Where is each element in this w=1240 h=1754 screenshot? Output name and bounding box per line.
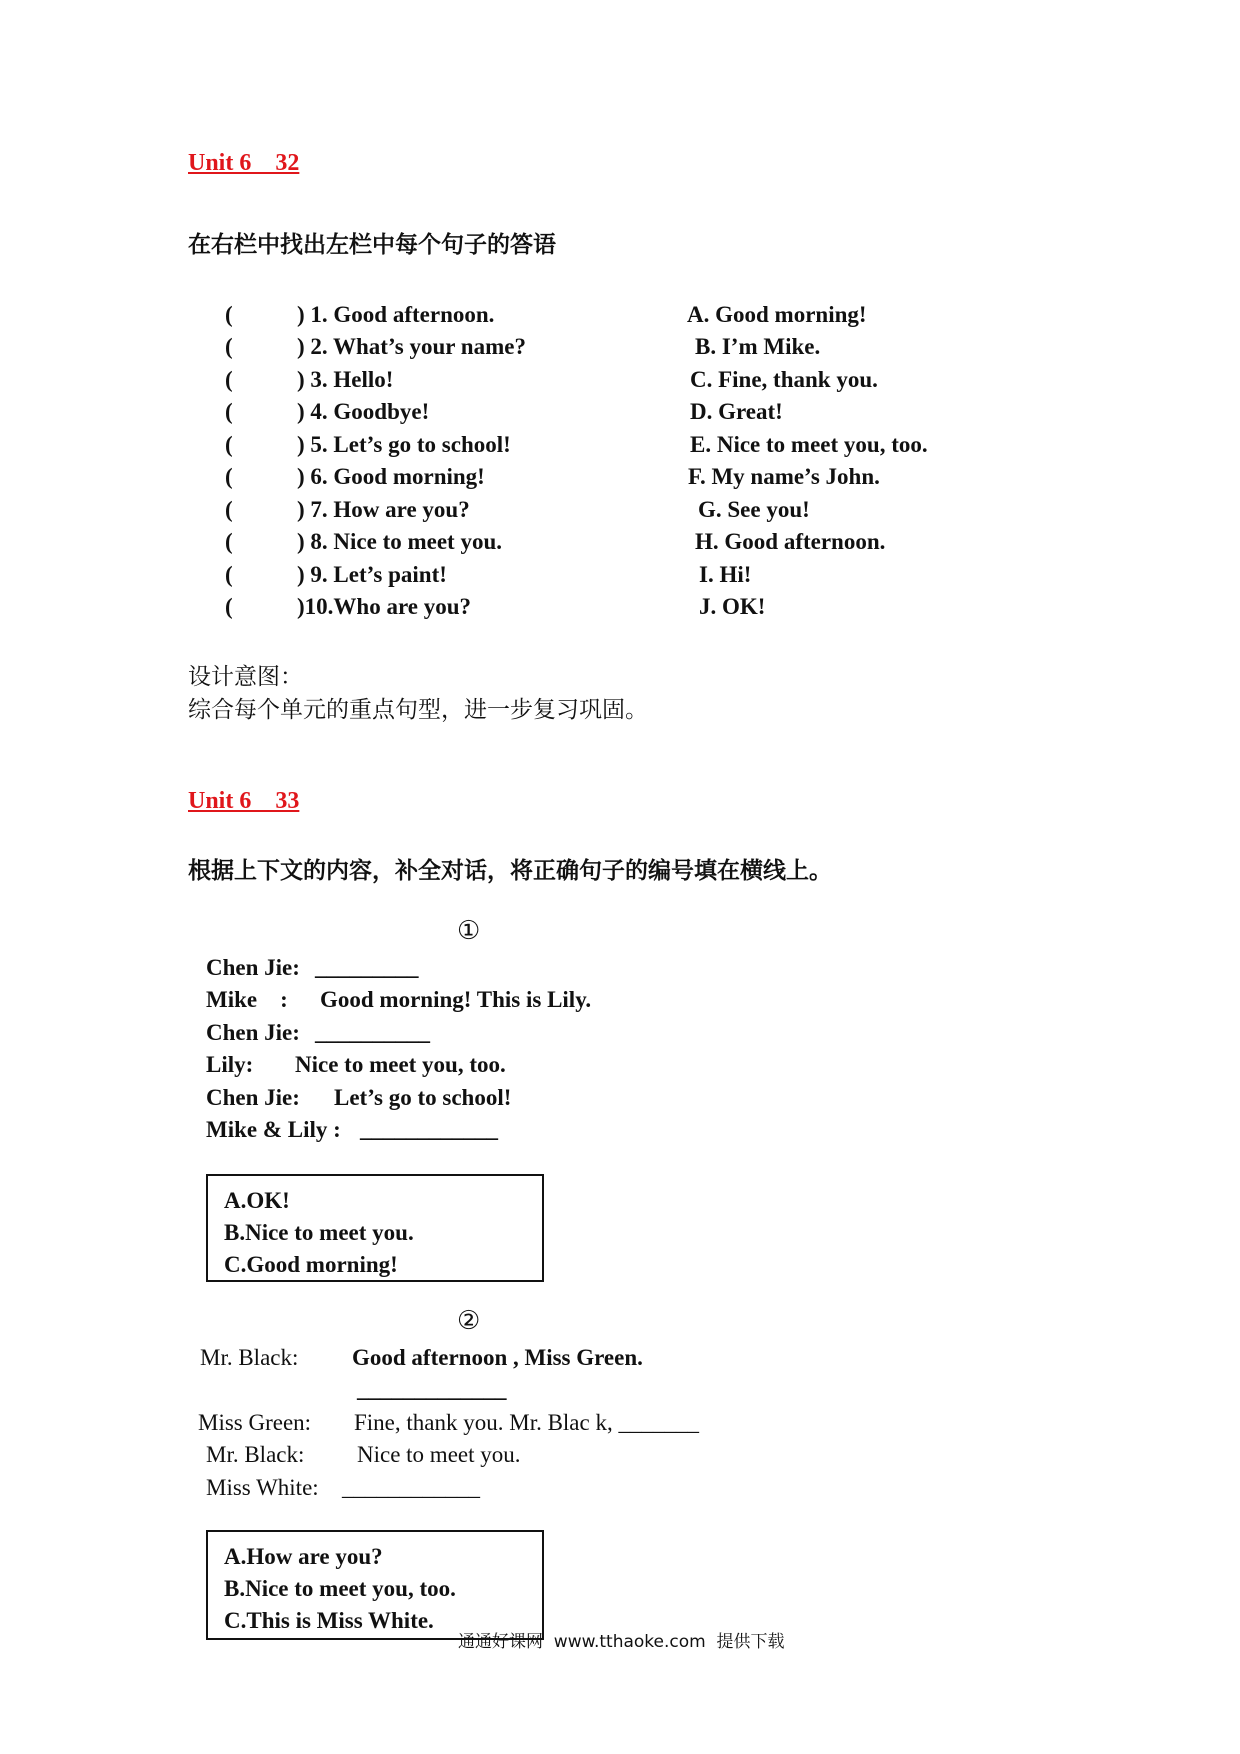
answer-blank[interactable]: ( [225,432,233,457]
instruction-dialogue: 根据上下文的内容，补全对话，将正确句子的编号填在横线上。 [188,858,832,883]
answer-blank[interactable]: ( [225,497,233,522]
instruction-matching: 在右栏中找出左栏中每个句子的答语 [188,232,556,257]
answer-blank[interactable]: ( [225,529,233,554]
answer-option: D. Great! [690,399,783,424]
answer-blank[interactable]: ( [225,367,233,392]
speaker-label: Miss White: [206,1475,319,1500]
dialogue-text: Good afternoon , Miss Green. [352,1345,643,1370]
question-text: ) 4. Goodbye! [297,399,430,424]
option-c: C.This is Miss White. [224,1608,434,1633]
dialogue-text: Fine, thank you. Mr. Blac k, _______ [354,1410,699,1435]
answer-blank[interactable]: ( [225,594,233,619]
dialogue-blank[interactable]: ____________ [360,1117,498,1142]
answer-blank[interactable]: ( [225,302,233,327]
answer-option: E. Nice to meet you, too. [690,432,928,457]
dialogue-2-marker: ② [457,1306,481,1336]
answer-option: A. Good morning! [687,302,867,327]
design-label: 设计意图： [188,664,303,690]
question-text: ) 6. Good morning! [297,464,485,489]
question-text: ) 2. What’s your name? [297,334,526,359]
speaker-label: Lily: [206,1052,254,1077]
option-a: A.OK! [224,1188,290,1213]
dialogue-blank[interactable]: _____________ [357,1377,507,1402]
dialogue-text: Nice to meet you, too. [295,1052,506,1077]
answer-blank[interactable]: ( [225,399,233,424]
answer-option: B. I’m Mike. [695,334,821,359]
question-text: ) 1. Good afternoon. [297,302,495,327]
speaker-label: Chen Jie: [206,955,300,980]
dialogue-blank[interactable]: ____________ [342,1475,480,1500]
dialogue-text: Good morning! This is Lily. [320,987,592,1012]
answer-blank[interactable]: ( [225,464,233,489]
question-text: ) 3. Hello! [297,367,394,392]
dialogue-1-options-box [206,1174,544,1282]
dialogue-text: Let’s go to school! [334,1085,512,1110]
answer-option: C. Fine, thank you. [690,367,878,392]
answer-option: G. See you! [698,497,810,522]
dialogue-blank[interactable]: __________ [315,1020,430,1045]
answer-blank[interactable]: ( [225,334,233,359]
speaker-label: Mr. Black: [200,1345,299,1370]
dialogue-2-options-box [206,1530,544,1640]
unit-title-33: Unit 6 33 [188,788,300,814]
unit-title-32: Unit 6 32 [188,150,300,176]
answer-option: H. Good afternoon. [695,529,886,554]
question-text: ) 5. Let’s go to school! [297,432,511,457]
option-b: B.Nice to meet you, too. [224,1576,456,1601]
option-b: B.Nice to meet you. [224,1220,414,1245]
option-c: C.Good morning! [224,1252,398,1277]
speaker-label: Chen Jie: [206,1085,300,1110]
dialogue-blank[interactable]: _________ [315,955,419,980]
answer-blank[interactable]: ( [225,562,233,587]
question-text: )10.Who are you? [297,594,471,619]
page-footer: 通通好课网 www.tthaoke.com 提供下载 [458,1632,785,1652]
question-text: ) 7. How are you? [297,497,470,522]
question-text: ) 8. Nice to meet you. [297,529,503,554]
dialogue-1-marker: ① [457,916,481,946]
speaker-label: Mike & Lily : [206,1117,341,1142]
speaker-label: Chen Jie: [206,1020,300,1045]
answer-option: J. OK! [699,594,766,619]
question-text: ) 9. Let’s paint! [297,562,447,587]
speaker-label: Mike : [206,987,288,1012]
option-a: A.How are you? [224,1544,383,1569]
speaker-label: Miss Green: [198,1410,312,1435]
dialogue-text: Nice to meet you. [357,1442,521,1467]
design-text: 综合每个单元的重点句型，进一步复习巩固。 [188,697,648,723]
speaker-label: Mr. Black: [206,1442,305,1467]
answer-option: F. My name’s John. [688,464,880,489]
answer-option: I. Hi! [699,562,752,587]
